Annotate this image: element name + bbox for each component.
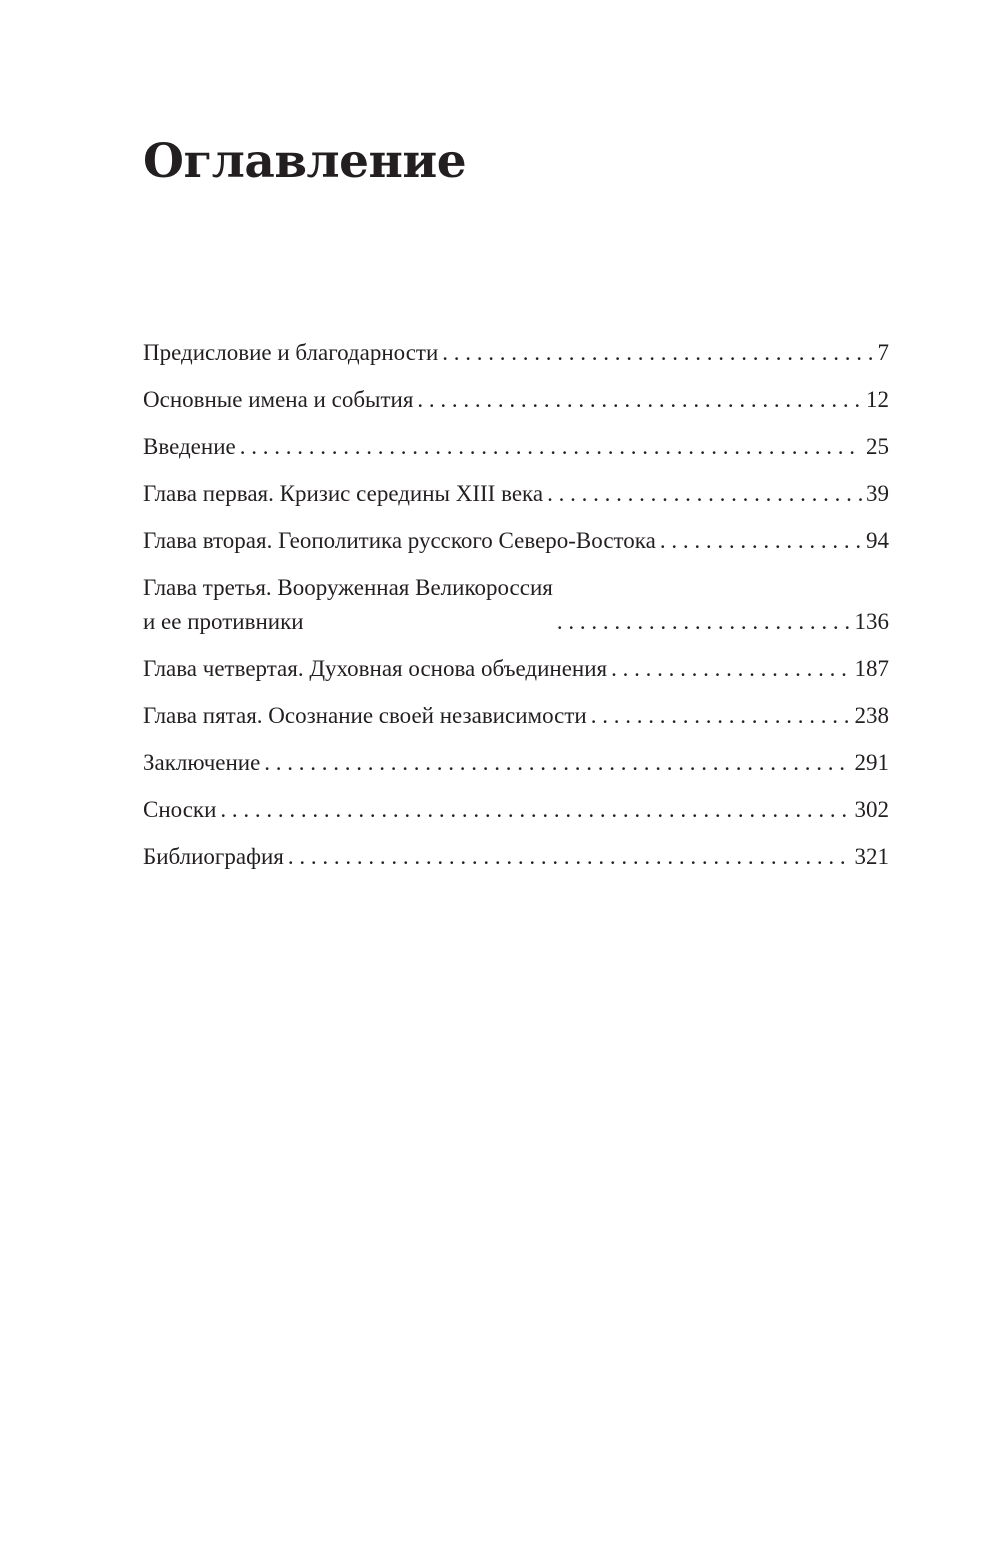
toc-entry-title [143, 383, 413, 417]
dot-leader [611, 652, 850, 686]
toc-entry[interactable] [143, 524, 889, 558]
page-title: Оглавление [143, 134, 467, 189]
toc-entry-title [143, 524, 656, 558]
toc-entry-title [143, 430, 236, 464]
toc-entry[interactable] [143, 571, 889, 639]
toc-entry-title-line: Сноски [143, 797, 217, 822]
dot-leader [557, 605, 851, 639]
toc-entry-title-line: Глава третья. Вооруженная Великороссия [143, 575, 553, 600]
toc-entry-title-line: Введение [143, 434, 236, 459]
toc-entry[interactable] [143, 477, 889, 511]
toc-entry-title [143, 652, 607, 686]
dot-leader [288, 840, 851, 874]
toc-entry-page-number: 136 [854, 609, 889, 634]
toc-entry-page-number: 94 [866, 528, 889, 553]
toc-entry-title [143, 336, 438, 370]
toc-entry-title-line: Глава вторая. Геополитика русского Северо-Востока [143, 528, 656, 553]
toc-entry[interactable] [143, 840, 889, 874]
toc-entry-title-line: и ее противники [143, 609, 304, 634]
dot-leader [660, 524, 862, 558]
toc-entry[interactable] [143, 430, 889, 464]
toc-entry[interactable] [143, 699, 889, 733]
toc-entry-page-number: 291 [854, 750, 889, 775]
toc-entry-page-number: 12 [866, 387, 889, 412]
dot-leader [417, 383, 862, 417]
toc-entry-page-number: 238 [854, 703, 889, 728]
toc-entry-title [143, 699, 587, 733]
toc-entry-page-number: 302 [854, 797, 889, 822]
toc-entry-title-line: Предисловие и благодарности [143, 340, 439, 365]
table-of-contents [143, 336, 889, 887]
toc-entry-title [143, 477, 543, 511]
toc-entry-title-line: Глава пятая. Осознание своей независимости [143, 703, 587, 728]
toc-entry-title [143, 840, 284, 874]
toc-entry-title-line: Глава первая. Кризис середины XIII века [143, 481, 544, 506]
dot-leader [547, 477, 862, 511]
dot-leader [220, 793, 850, 827]
toc-entry-page-number: 321 [854, 844, 889, 869]
toc-entry-title [143, 746, 260, 780]
toc-entry-title [143, 571, 553, 639]
toc-entry[interactable] [143, 336, 889, 370]
dot-leader [591, 699, 851, 733]
toc-entry-page-number: 39 [866, 481, 889, 506]
toc-entry-title-line: Основные имена и события [143, 387, 414, 412]
toc-entry-title [143, 793, 216, 827]
toc-entry-title-line: Глава четвертая. Духовная основа объединения [143, 656, 608, 681]
dot-leader [442, 336, 873, 370]
toc-entry-title-line: Библиография [143, 844, 284, 869]
toc-entry[interactable] [143, 793, 889, 827]
toc-entry-title-line: Заключение [143, 750, 261, 775]
toc-entry[interactable] [143, 383, 889, 417]
toc-entry[interactable] [143, 746, 889, 780]
toc-entry-page-number: 25 [866, 434, 889, 459]
dot-leader [264, 746, 850, 780]
toc-entry-page-number: 7 [877, 340, 889, 365]
dot-leader [240, 430, 862, 464]
toc-entry-page-number: 187 [854, 656, 889, 681]
toc-entry[interactable] [143, 652, 889, 686]
